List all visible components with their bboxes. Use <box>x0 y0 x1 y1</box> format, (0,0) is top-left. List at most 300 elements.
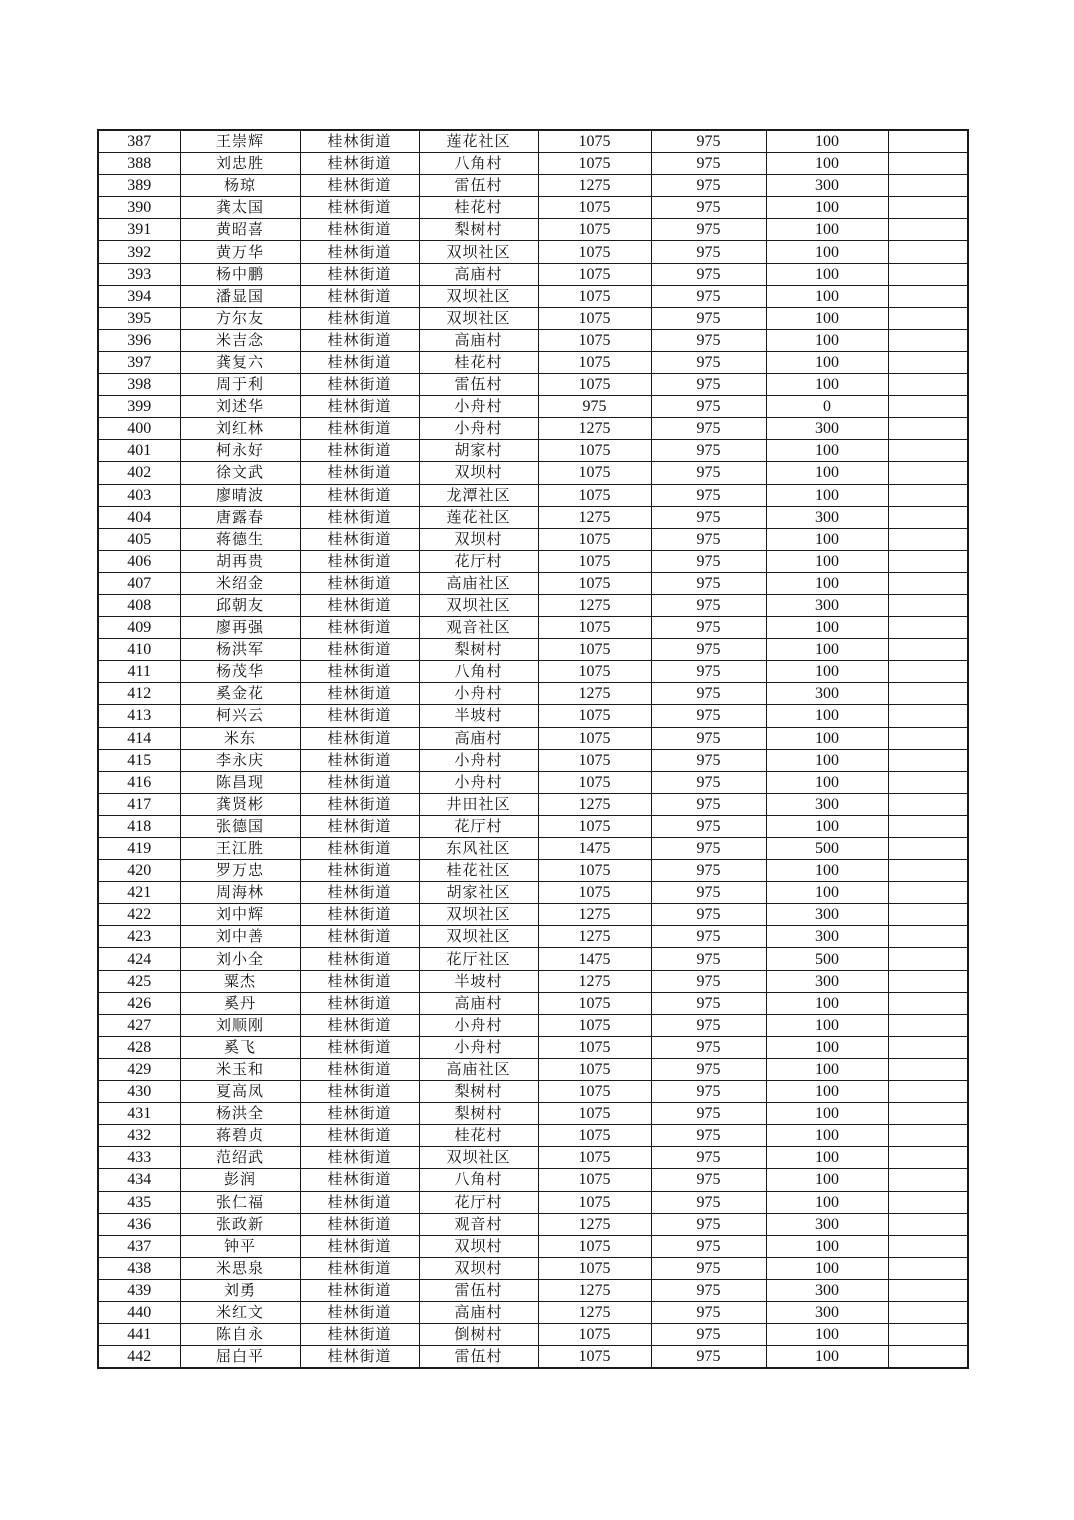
community-cell: 双坝社区 <box>419 241 538 263</box>
community-cell: 八角村 <box>419 1169 538 1191</box>
community-cell: 双坝社区 <box>419 904 538 926</box>
table-row <box>98 1147 968 1169</box>
street-cell: 桂林街道 <box>300 882 419 904</box>
table-row <box>98 153 968 175</box>
remark-cell <box>888 1169 968 1191</box>
remark-cell <box>888 1147 968 1169</box>
serial-cell: 415 <box>98 749 180 771</box>
remark-cell <box>888 860 968 882</box>
amount-a-cell: 1075 <box>538 263 651 285</box>
serial-cell: 401 <box>98 440 180 462</box>
difference-cell: 300 <box>766 683 888 705</box>
difference-cell: 100 <box>766 219 888 241</box>
amount-a-cell: 1275 <box>538 175 651 197</box>
serial-cell: 427 <box>98 1014 180 1036</box>
table-row <box>98 1058 968 1080</box>
remark-cell <box>888 219 968 241</box>
serial-cell: 398 <box>98 374 180 396</box>
name-cell: 刘述华 <box>180 396 300 418</box>
street-cell: 桂林街道 <box>300 815 419 837</box>
remark-cell <box>888 594 968 616</box>
table-row <box>98 683 968 705</box>
remark-cell <box>888 882 968 904</box>
remark-cell <box>888 1058 968 1080</box>
community-cell: 小舟村 <box>419 749 538 771</box>
street-cell: 桂林街道 <box>300 506 419 528</box>
name-cell: 蒋碧贞 <box>180 1125 300 1147</box>
amount-b-cell: 975 <box>651 705 766 727</box>
street-cell: 桂林街道 <box>300 153 419 175</box>
community-cell: 花厅社区 <box>419 948 538 970</box>
community-cell: 胡家村 <box>419 440 538 462</box>
community-cell: 桂花村 <box>419 197 538 219</box>
serial-cell: 399 <box>98 396 180 418</box>
community-cell: 莲花社区 <box>419 130 538 153</box>
amount-b-cell: 975 <box>651 396 766 418</box>
amount-a-cell: 1075 <box>538 1103 651 1125</box>
name-cell: 张仁福 <box>180 1191 300 1213</box>
difference-cell: 500 <box>766 948 888 970</box>
amount-b-cell: 975 <box>651 506 766 528</box>
community-cell: 小舟村 <box>419 1014 538 1036</box>
table-row <box>98 948 968 970</box>
remark-cell <box>888 727 968 749</box>
difference-cell: 100 <box>766 705 888 727</box>
street-cell: 桂林街道 <box>300 992 419 1014</box>
amount-a-cell: 1075 <box>538 1235 651 1257</box>
street-cell: 桂林街道 <box>300 926 419 948</box>
community-cell: 桂花村 <box>419 351 538 373</box>
serial-cell: 395 <box>98 307 180 329</box>
serial-cell: 433 <box>98 1147 180 1169</box>
amount-b-cell: 975 <box>651 219 766 241</box>
serial-cell: 422 <box>98 904 180 926</box>
amount-b-cell: 975 <box>651 130 766 153</box>
difference-cell: 100 <box>766 528 888 550</box>
name-cell: 张德国 <box>180 815 300 837</box>
street-cell: 桂林街道 <box>300 1036 419 1058</box>
difference-cell: 100 <box>766 153 888 175</box>
table-row <box>98 926 968 948</box>
remark-cell <box>888 771 968 793</box>
serial-cell: 424 <box>98 948 180 970</box>
amount-b-cell: 975 <box>651 1058 766 1080</box>
community-cell: 龙潭社区 <box>419 484 538 506</box>
serial-cell: 410 <box>98 639 180 661</box>
street-cell: 桂林街道 <box>300 263 419 285</box>
serial-cell: 411 <box>98 661 180 683</box>
amount-a-cell: 1275 <box>538 418 651 440</box>
difference-cell: 300 <box>766 506 888 528</box>
remark-cell <box>888 528 968 550</box>
difference-cell: 100 <box>766 882 888 904</box>
table-row <box>98 749 968 771</box>
name-cell: 柯永好 <box>180 440 300 462</box>
table-row <box>98 617 968 639</box>
remark-cell <box>888 1125 968 1147</box>
amount-a-cell: 1075 <box>538 440 651 462</box>
amount-b-cell: 975 <box>651 992 766 1014</box>
remark-cell <box>888 572 968 594</box>
community-cell: 小舟村 <box>419 418 538 440</box>
community-cell: 半坡村 <box>419 970 538 992</box>
difference-cell: 100 <box>766 307 888 329</box>
difference-cell: 100 <box>766 617 888 639</box>
table-row <box>98 838 968 860</box>
name-cell: 张政新 <box>180 1213 300 1235</box>
table-row <box>98 440 968 462</box>
table-row <box>98 130 968 153</box>
street-cell: 桂林街道 <box>300 970 419 992</box>
table-row <box>98 1014 968 1036</box>
serial-cell: 409 <box>98 617 180 639</box>
difference-cell: 100 <box>766 550 888 572</box>
remark-cell <box>888 992 968 1014</box>
serial-cell: 425 <box>98 970 180 992</box>
remark-cell <box>888 1036 968 1058</box>
serial-cell: 418 <box>98 815 180 837</box>
amount-b-cell: 975 <box>651 241 766 263</box>
street-cell: 桂林街道 <box>300 484 419 506</box>
community-cell: 八角村 <box>419 661 538 683</box>
street-cell: 桂林街道 <box>300 1058 419 1080</box>
table-row <box>98 307 968 329</box>
street-cell: 桂林街道 <box>300 396 419 418</box>
amount-b-cell: 975 <box>651 263 766 285</box>
street-cell: 桂林街道 <box>300 683 419 705</box>
name-cell: 李永庆 <box>180 749 300 771</box>
amount-a-cell: 1075 <box>538 462 651 484</box>
table-row <box>98 815 968 837</box>
remark-cell <box>888 639 968 661</box>
serial-cell: 416 <box>98 771 180 793</box>
amount-a-cell: 1075 <box>538 992 651 1014</box>
community-cell: 小舟村 <box>419 683 538 705</box>
difference-cell: 500 <box>766 838 888 860</box>
street-cell: 桂林街道 <box>300 860 419 882</box>
name-cell: 王崇辉 <box>180 130 300 153</box>
amount-a-cell: 1075 <box>538 1147 651 1169</box>
remark-cell <box>888 793 968 815</box>
name-cell: 米红文 <box>180 1301 300 1323</box>
difference-cell: 100 <box>766 351 888 373</box>
name-cell: 刘勇 <box>180 1279 300 1301</box>
amount-b-cell: 975 <box>651 550 766 572</box>
remark-cell <box>888 1103 968 1125</box>
amount-a-cell: 1075 <box>538 197 651 219</box>
name-cell: 黄昭喜 <box>180 219 300 241</box>
amount-a-cell: 1075 <box>538 153 651 175</box>
table-row <box>98 528 968 550</box>
serial-cell: 439 <box>98 1279 180 1301</box>
difference-cell: 100 <box>766 749 888 771</box>
community-cell: 莲花社区 <box>419 506 538 528</box>
community-cell: 小舟村 <box>419 396 538 418</box>
table-row <box>98 1301 968 1323</box>
difference-cell: 100 <box>766 440 888 462</box>
remark-cell <box>888 970 968 992</box>
amount-a-cell: 1075 <box>538 241 651 263</box>
remark-cell <box>888 440 968 462</box>
amount-a-cell: 1275 <box>538 594 651 616</box>
amount-b-cell: 975 <box>651 661 766 683</box>
amount-a-cell: 1075 <box>538 727 651 749</box>
street-cell: 桂林街道 <box>300 351 419 373</box>
table-row <box>98 1036 968 1058</box>
table-row <box>98 882 968 904</box>
remark-cell <box>888 749 968 771</box>
name-cell: 米绍金 <box>180 572 300 594</box>
amount-b-cell: 975 <box>651 882 766 904</box>
amount-b-cell: 975 <box>651 374 766 396</box>
community-cell: 花厅村 <box>419 1191 538 1213</box>
amount-a-cell: 1075 <box>538 815 651 837</box>
table-row <box>98 1346 968 1369</box>
table-row <box>98 1257 968 1279</box>
street-cell: 桂林街道 <box>300 1235 419 1257</box>
table-row <box>98 374 968 396</box>
difference-cell: 100 <box>766 815 888 837</box>
difference-cell: 100 <box>766 1147 888 1169</box>
remark-cell <box>888 418 968 440</box>
table-row <box>98 1191 968 1213</box>
serial-cell: 391 <box>98 219 180 241</box>
amount-a-cell: 1075 <box>538 1257 651 1279</box>
serial-cell: 402 <box>98 462 180 484</box>
table-row <box>98 661 968 683</box>
serial-cell: 405 <box>98 528 180 550</box>
name-cell: 钟平 <box>180 1235 300 1257</box>
difference-cell: 300 <box>766 926 888 948</box>
amount-a-cell: 1275 <box>538 683 651 705</box>
community-cell: 八角村 <box>419 153 538 175</box>
difference-cell: 100 <box>766 1125 888 1147</box>
amount-b-cell: 975 <box>651 771 766 793</box>
community-cell: 桂花村 <box>419 1125 538 1147</box>
amount-b-cell: 975 <box>651 153 766 175</box>
amount-b-cell: 975 <box>651 1279 766 1301</box>
community-cell: 双坝村 <box>419 528 538 550</box>
amount-b-cell: 975 <box>651 926 766 948</box>
remark-cell <box>888 130 968 153</box>
table-row <box>98 285 968 307</box>
amount-b-cell: 975 <box>651 1324 766 1346</box>
remark-cell <box>888 396 968 418</box>
serial-cell: 419 <box>98 838 180 860</box>
amount-a-cell: 1275 <box>538 793 651 815</box>
serial-cell: 406 <box>98 550 180 572</box>
serial-cell: 394 <box>98 285 180 307</box>
street-cell: 桂林街道 <box>300 572 419 594</box>
amount-b-cell: 975 <box>651 1103 766 1125</box>
street-cell: 桂林街道 <box>300 1279 419 1301</box>
amount-a-cell: 1075 <box>538 219 651 241</box>
amount-b-cell: 975 <box>651 462 766 484</box>
difference-cell: 100 <box>766 727 888 749</box>
amount-b-cell: 975 <box>651 175 766 197</box>
difference-cell: 100 <box>766 484 888 506</box>
serial-cell: 392 <box>98 241 180 263</box>
serial-cell: 426 <box>98 992 180 1014</box>
name-cell: 米吉念 <box>180 329 300 351</box>
street-cell: 桂林街道 <box>300 594 419 616</box>
community-cell: 桂花社区 <box>419 860 538 882</box>
community-cell: 雷伍村 <box>419 1346 538 1369</box>
street-cell: 桂林街道 <box>300 661 419 683</box>
community-cell: 胡家社区 <box>419 882 538 904</box>
street-cell: 桂林街道 <box>300 418 419 440</box>
name-cell: 奚飞 <box>180 1036 300 1058</box>
difference-cell: 100 <box>766 639 888 661</box>
remark-cell <box>888 506 968 528</box>
street-cell: 桂林街道 <box>300 617 419 639</box>
table-row <box>98 263 968 285</box>
amount-a-cell: 1075 <box>538 1346 651 1369</box>
street-cell: 桂林街道 <box>300 705 419 727</box>
name-cell: 范绍武 <box>180 1147 300 1169</box>
community-cell: 高庙村 <box>419 263 538 285</box>
amount-b-cell: 975 <box>651 1191 766 1213</box>
street-cell: 桂林街道 <box>300 1346 419 1369</box>
name-cell: 周于利 <box>180 374 300 396</box>
street-cell: 桂林街道 <box>300 1125 419 1147</box>
table-row <box>98 793 968 815</box>
street-cell: 桂林街道 <box>300 1191 419 1213</box>
name-cell: 黄万华 <box>180 241 300 263</box>
difference-cell: 100 <box>766 1103 888 1125</box>
street-cell: 桂林街道 <box>300 1213 419 1235</box>
street-cell: 桂林街道 <box>300 550 419 572</box>
difference-cell: 100 <box>766 1324 888 1346</box>
amount-b-cell: 975 <box>651 815 766 837</box>
amount-a-cell: 1275 <box>538 1279 651 1301</box>
name-cell: 米东 <box>180 727 300 749</box>
serial-cell: 413 <box>98 705 180 727</box>
street-cell: 桂林街道 <box>300 1257 419 1279</box>
street-cell: 桂林街道 <box>300 1103 419 1125</box>
serial-cell: 440 <box>98 1301 180 1323</box>
serial-cell: 428 <box>98 1036 180 1058</box>
amount-b-cell: 975 <box>651 838 766 860</box>
street-cell: 桂林街道 <box>300 749 419 771</box>
name-cell: 潘显国 <box>180 285 300 307</box>
remark-cell <box>888 815 968 837</box>
table-row <box>98 1103 968 1125</box>
name-cell: 屈白平 <box>180 1346 300 1369</box>
amount-b-cell: 975 <box>651 749 766 771</box>
table-row <box>98 1125 968 1147</box>
difference-cell: 100 <box>766 285 888 307</box>
remark-cell <box>888 197 968 219</box>
table-row <box>98 197 968 219</box>
name-cell: 唐露春 <box>180 506 300 528</box>
difference-cell: 100 <box>766 572 888 594</box>
community-cell: 双坝社区 <box>419 594 538 616</box>
remark-cell <box>888 1301 968 1323</box>
community-cell: 双坝村 <box>419 1257 538 1279</box>
street-cell: 桂林街道 <box>300 241 419 263</box>
community-cell: 雷伍村 <box>419 175 538 197</box>
remark-cell <box>888 285 968 307</box>
serial-cell: 436 <box>98 1213 180 1235</box>
table-row <box>98 418 968 440</box>
name-cell: 龚复六 <box>180 351 300 373</box>
community-cell: 双坝村 <box>419 1235 538 1257</box>
table-row <box>98 572 968 594</box>
street-cell: 桂林街道 <box>300 197 419 219</box>
amount-b-cell: 975 <box>651 683 766 705</box>
amount-b-cell: 975 <box>651 484 766 506</box>
amount-a-cell: 1075 <box>538 285 651 307</box>
amount-b-cell: 975 <box>651 1301 766 1323</box>
street-cell: 桂林街道 <box>300 1324 419 1346</box>
name-cell: 粟杰 <box>180 970 300 992</box>
amount-a-cell: 1075 <box>538 661 651 683</box>
street-cell: 桂林街道 <box>300 1014 419 1036</box>
street-cell: 桂林街道 <box>300 440 419 462</box>
name-cell: 罗万忠 <box>180 860 300 882</box>
community-cell: 东风社区 <box>419 838 538 860</box>
remark-cell <box>888 948 968 970</box>
serial-cell: 408 <box>98 594 180 616</box>
name-cell: 廖再强 <box>180 617 300 639</box>
difference-cell: 100 <box>766 1014 888 1036</box>
table-row <box>98 860 968 882</box>
street-cell: 桂林街道 <box>300 329 419 351</box>
amount-a-cell: 1275 <box>538 904 651 926</box>
difference-cell: 100 <box>766 1081 888 1103</box>
remark-cell <box>888 1346 968 1369</box>
table-row <box>98 1213 968 1235</box>
street-cell: 桂林街道 <box>300 1081 419 1103</box>
serial-cell: 423 <box>98 926 180 948</box>
remark-cell <box>888 926 968 948</box>
amount-b-cell: 975 <box>651 1235 766 1257</box>
serial-cell: 407 <box>98 572 180 594</box>
street-cell: 桂林街道 <box>300 130 419 153</box>
name-cell: 彭润 <box>180 1169 300 1191</box>
amount-a-cell: 1075 <box>538 771 651 793</box>
name-cell: 邱朝友 <box>180 594 300 616</box>
amount-b-cell: 975 <box>651 860 766 882</box>
amount-a-cell: 1075 <box>538 329 651 351</box>
amount-a-cell: 1475 <box>538 948 651 970</box>
table-row <box>98 329 968 351</box>
amount-a-cell: 1075 <box>538 1036 651 1058</box>
amount-a-cell: 1075 <box>538 705 651 727</box>
difference-cell: 100 <box>766 197 888 219</box>
table-row <box>98 484 968 506</box>
remark-cell <box>888 329 968 351</box>
street-cell: 桂林街道 <box>300 771 419 793</box>
serial-cell: 435 <box>98 1191 180 1213</box>
street-cell: 桂林街道 <box>300 1301 419 1323</box>
difference-cell: 100 <box>766 1036 888 1058</box>
serial-cell: 400 <box>98 418 180 440</box>
serial-cell: 442 <box>98 1346 180 1369</box>
community-cell: 高庙社区 <box>419 572 538 594</box>
difference-cell: 100 <box>766 241 888 263</box>
difference-cell: 0 <box>766 396 888 418</box>
remark-cell <box>888 661 968 683</box>
table-row <box>98 175 968 197</box>
serial-cell: 434 <box>98 1169 180 1191</box>
table-row <box>98 351 968 373</box>
amount-a-cell: 1075 <box>538 374 651 396</box>
community-cell: 梨树村 <box>419 1103 538 1125</box>
difference-cell: 300 <box>766 1301 888 1323</box>
amount-a-cell: 1075 <box>538 550 651 572</box>
